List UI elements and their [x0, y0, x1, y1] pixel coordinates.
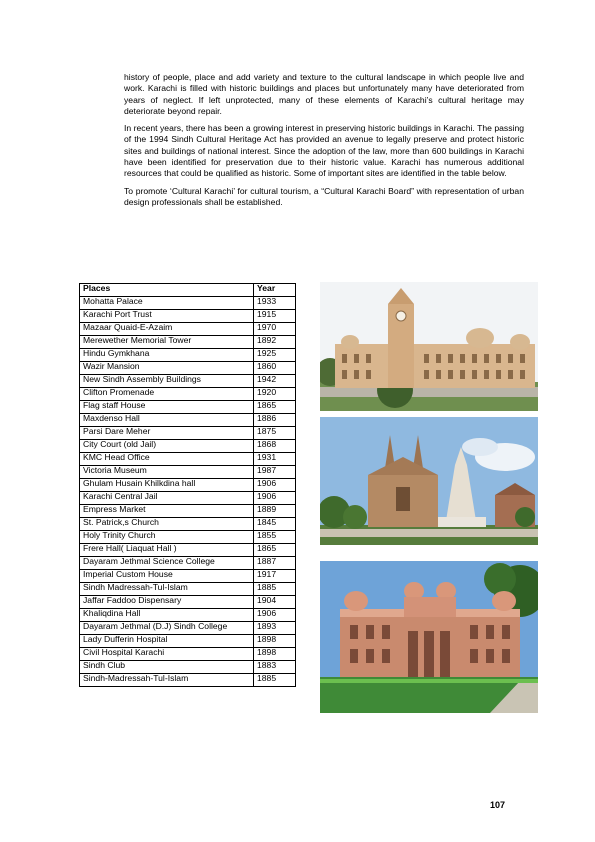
table-row	[80, 570, 296, 583]
clock-tower-building-photo	[320, 282, 538, 411]
place-name-cell: Victoria Museum	[80, 466, 254, 479]
body-paragraph: In recent years, there has been a growing interest in preserving historic buildings in Karachi. The passing of the 1994 Sindh Cultural Heritage Act has provided an avenue to legally preserve and protect historic sites and buildings of national interest. Since the adoption of the law, more than 600 buildings in Karachi have been identified for preservation due to their historic value. Karachi has numerous additional resources that could be qualified as historic. Some of important sites are identified in the table below.	[124, 123, 524, 179]
place-name-cell: Merewether Memorial Tower	[80, 336, 254, 349]
place-name-cell: Karachi Central Jail	[80, 492, 254, 505]
place-name-cell: Khaliqdina Hall	[80, 609, 254, 622]
body-paragraph: To promote ‘Cultural Karachi’ for cultural tourism, a “Cultural Karachi Board” with representation of urban design professionals shall be established.	[124, 185, 524, 207]
year-cell: 1860	[254, 362, 296, 375]
table-header-row	[80, 284, 296, 297]
place-name-cell: City Court (old Jail)	[80, 440, 254, 453]
table-row	[80, 401, 296, 414]
table-row	[80, 622, 296, 635]
places-table	[79, 283, 296, 687]
year-cell: 1898	[254, 635, 296, 648]
table-row	[80, 388, 296, 401]
table-row	[80, 349, 296, 362]
place-name-cell: Parsi Dare Meher	[80, 427, 254, 440]
year-cell: 1875	[254, 427, 296, 440]
table-row	[80, 518, 296, 531]
table-row	[80, 661, 296, 674]
place-name-cell: Wazir Mansion	[80, 362, 254, 375]
table-row	[80, 375, 296, 388]
year-cell: 1925	[254, 349, 296, 362]
year-cell: 1865	[254, 544, 296, 557]
place-name-cell: Flag staff House	[80, 401, 254, 414]
table-row	[80, 531, 296, 544]
year-cell: 1906	[254, 492, 296, 505]
year-cell: 1931	[254, 453, 296, 466]
year-cell: 1885	[254, 583, 296, 596]
palace-photo	[320, 561, 538, 713]
year-cell: 1915	[254, 310, 296, 323]
year-cell: 1898	[254, 648, 296, 661]
place-name-cell: Frere Hall( Liaquat Hall )	[80, 544, 254, 557]
table-row	[80, 596, 296, 609]
year-cell: 1906	[254, 609, 296, 622]
place-name-cell: Lady Dufferin Hospital	[80, 635, 254, 648]
table-row	[80, 557, 296, 570]
church-photo	[320, 417, 538, 545]
year-cell: 1933	[254, 297, 296, 310]
table-row	[80, 635, 296, 648]
places-column-header: Places	[80, 284, 254, 297]
place-name-cell: St. Patrick,s Church	[80, 518, 254, 531]
year-cell: 1917	[254, 570, 296, 583]
place-name-cell: Sindh-Madressah-Tul-Islam	[80, 674, 254, 687]
body-text	[124, 72, 524, 214]
table-row	[80, 479, 296, 492]
place-name-cell: Holy Trinity Church	[80, 531, 254, 544]
year-cell: 1845	[254, 518, 296, 531]
place-name-cell: Maxdenso Hall	[80, 414, 254, 427]
place-name-cell: KMC Head Office	[80, 453, 254, 466]
year-cell: 1868	[254, 440, 296, 453]
table-row	[80, 323, 296, 336]
year-cell: 1942	[254, 375, 296, 388]
year-cell: 1892	[254, 336, 296, 349]
place-name-cell: Empress Market	[80, 505, 254, 518]
year-cell: 1987	[254, 466, 296, 479]
table-row	[80, 505, 296, 518]
year-cell: 1886	[254, 414, 296, 427]
body-paragraph: history of people, place and add variety and texture to the cultural landscape in which people live and work. Karachi is filled with historic buildings and places but unfortunately many have deteriorated from years of neglect. If left unprotected, many of these elements of Karachi’s cultural heritage may deteriorate beyond repair.	[124, 72, 524, 116]
place-name-cell: Clifton Promenade	[80, 388, 254, 401]
place-name-cell: New Sindh Assembly Buildings	[80, 375, 254, 388]
place-name-cell: Imperial Custom House	[80, 570, 254, 583]
table-row	[80, 440, 296, 453]
year-cell: 1885	[254, 674, 296, 687]
year-cell: 1883	[254, 661, 296, 674]
place-name-cell: Dayaram Jethmal Science College	[80, 557, 254, 570]
place-name-cell: Mohatta Palace	[80, 297, 254, 310]
table-row	[80, 674, 296, 687]
year-column-header: Year	[254, 284, 296, 297]
place-name-cell: Hindu Gymkhana	[80, 349, 254, 362]
year-cell: 1865	[254, 401, 296, 414]
year-cell: 1970	[254, 323, 296, 336]
table-row	[80, 453, 296, 466]
place-name-cell: Sindh Club	[80, 661, 254, 674]
table-row	[80, 427, 296, 440]
table-row	[80, 310, 296, 323]
table-row	[80, 492, 296, 505]
year-cell: 1855	[254, 531, 296, 544]
year-cell: 1893	[254, 622, 296, 635]
table-row	[80, 544, 296, 557]
page-number: 107	[490, 800, 506, 810]
place-name-cell: Jaffar Faddoo Dispensary	[80, 596, 254, 609]
place-name-cell: Karachi Port Trust	[80, 310, 254, 323]
table-row	[80, 648, 296, 661]
table-row	[80, 414, 296, 427]
year-cell: 1889	[254, 505, 296, 518]
table-row	[80, 583, 296, 596]
place-name-cell: Ghulam Husain Khilkdina hall	[80, 479, 254, 492]
place-name-cell: Dayaram Jethmal (D.J) Sindh College	[80, 622, 254, 635]
year-cell: 1906	[254, 479, 296, 492]
place-name-cell: Civil Hospital Karachi	[80, 648, 254, 661]
place-name-cell: Sindh Madressah-Tul-Islam	[80, 583, 254, 596]
table-row	[80, 297, 296, 310]
table-row	[80, 362, 296, 375]
year-cell: 1920	[254, 388, 296, 401]
place-name-cell: Mazaar Quaid-E-Azaim	[80, 323, 254, 336]
table-row	[80, 336, 296, 349]
table-row	[80, 466, 296, 479]
table-row	[80, 609, 296, 622]
year-cell: 1904	[254, 596, 296, 609]
year-cell: 1887	[254, 557, 296, 570]
